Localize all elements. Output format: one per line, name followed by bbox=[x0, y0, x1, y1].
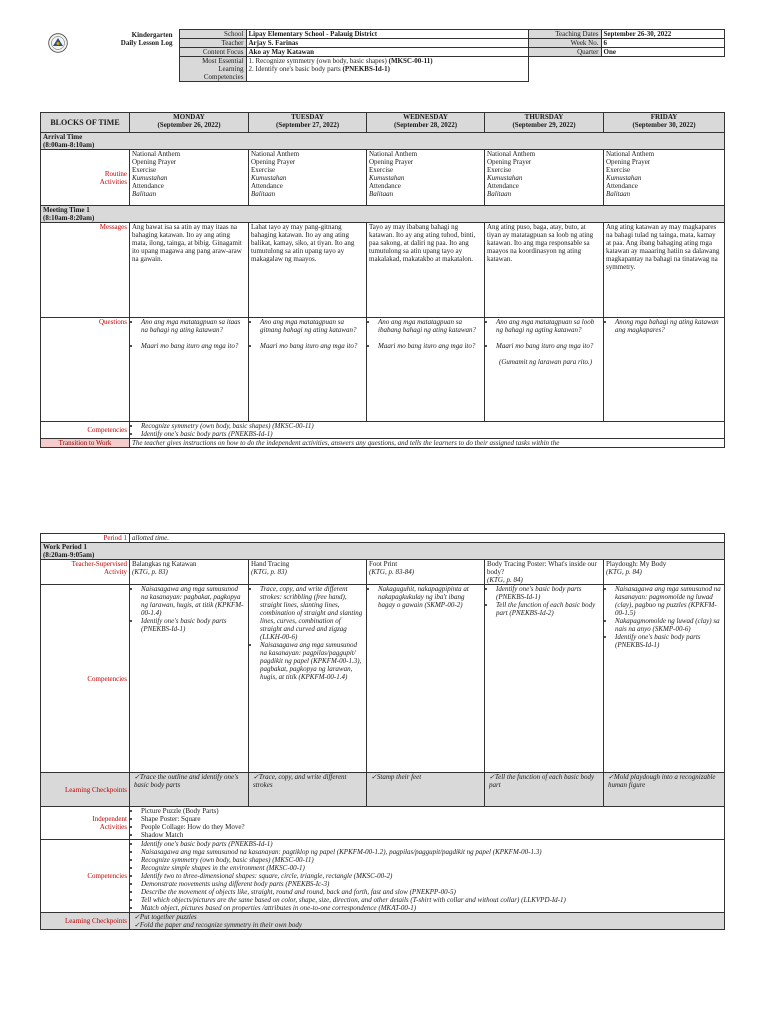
week-label: Week No. bbox=[528, 39, 601, 48]
teacher-value: Arjay S. Farinas bbox=[246, 39, 528, 48]
activity-tuesday: Hand Tracing (KTG, p. 83) bbox=[249, 560, 367, 585]
blocks-header: BLOCKS OF TIME bbox=[41, 113, 130, 133]
comp2-list: • Identify one's basic body parts (PNEKBS-Id-1) • Naisasagawa ang mga sumusunod na kasanayan: pagtiklop ng papel (KPKFM-00-1.2), pagpilas/paggupit/pagdikit ng papel (KPKFM-00-1.3) • Recognize symmetry (own body, basic shapes) (MKSC-00-11) • Recognize simple shapes in the environment (MKSC-00-1) • Identify two to three-dimensional shapes: square, circle, triangle, rectangle (MKSC-00-2) • Demonstrate movements using different body parts (PNEKBS-Ic-3) • Describe the movement of objects like, straight, round and round, back and forth, fast and slow (PNEKPP-00-5) • Tell which objects/pictures are the same based on color, shape, size, direction, and other details (T-shirt with collar and without collar) (LLKVPD-Id-1) • Match object, pictures based on properties /attributes in one-to-one correspondence (MKAT-00-1) bbox=[130, 840, 725, 913]
competencies-list: • Recognize symmetry (own body, basic shapes) (MKSC-00-11) • Identify one's basic body parts (PNEKBS-Id-1) bbox=[130, 422, 725, 439]
routine-cell-monday: National Anthem Opening Prayer Exercise Kumustahan Attendance Balitaan bbox=[130, 150, 249, 206]
comp-wednesday: • Nakaguguhit, nakapagpipinta at nakapagkukulay ng iba't ibang bagay o gawain (SKMP-00-2) bbox=[367, 585, 485, 773]
activity-monday: Balangkas ng Katawan (KTG, p. 83) bbox=[130, 560, 249, 585]
schedule-table bbox=[40, 112, 725, 448]
day-header-wednesday: WEDNESDAY (September 28, 2022) bbox=[367, 113, 485, 133]
quarter-value: One bbox=[601, 48, 724, 57]
work-period-row: Work Period 1 (8:20am-9:05am) bbox=[41, 543, 725, 560]
arrival-time-row: Arrival Time (8:00am-8:10am) bbox=[41, 133, 725, 150]
message-thursday: Ang ating puso, baga, atay, buto, at tiyan ay matatagpuan sa loob ng ating katawan. Ito ang mga responsable sa maayos na koordinasyon ng ating katawan. bbox=[485, 223, 604, 318]
day-header-monday: MONDAY (September 26, 2022) bbox=[130, 113, 249, 133]
comp-monday: • Naisasagawa ang mga sumusunod na kasanayan: pagbakat, pagkopya ng larawan, hugis, at titik (KPKFM-00-1.4) • Identify one's basic body parts (PNEKBS-Id-1) bbox=[130, 585, 249, 773]
comp-friday: • Naisasagawa ang mga sumusunod na kasanayan: pagmomolde ng luwad (clay), pagbuo ng puzzles (KPKFM-00-1.5) • Nakapagmomolde ng luwad (clay) sa nais na anyo (SKMP-00-6) • Identify one's basic body parts (PNEKBS-Id-1) bbox=[604, 585, 725, 773]
check-friday: ✓ Mold playdough into a recognizable human figure bbox=[604, 773, 725, 807]
doc-title-line2: Daily Lesson Log bbox=[120, 38, 173, 47]
message-monday: Ang bawat isa sa atin ay may itaas na bahaging katawan. Ito ay ang ating mata, ilong, tainga, at bibig. Ginagamit ito upang magawa ang pang araw-araw na gawain. bbox=[130, 223, 249, 318]
routine-cell-wednesday: National Anthem Opening Prayer Exercise Kumustahan Attendance Balitaan bbox=[367, 150, 485, 206]
questions-wednesday: • Ano ang mga matatagpuan sa ibabang bahagi ng ating katawan? • Maari mo bang ituro ang mga ito? bbox=[367, 318, 485, 422]
check-monday: ✓ Trace the outline and identify one's basic body parts bbox=[130, 773, 249, 807]
routine-label: Routine Activities bbox=[41, 150, 130, 206]
teacher-label: Teacher bbox=[179, 39, 246, 48]
independent-label: Independent Activities bbox=[41, 807, 130, 840]
routine-cell-friday: National Anthem Opening Prayer Exercise Kumustahan Attendance Balitaan bbox=[604, 150, 725, 206]
focus-label: Content Focus bbox=[179, 48, 246, 57]
questions-monday: • Ano ang mga matatagpuan sa itaas na bahagi ng ating katawan? • Maari mo bang ituro ang mga ito? bbox=[130, 318, 249, 422]
period-label: Period 1 bbox=[41, 534, 130, 543]
check-thursday: ✓ Tell the function of each basic body part bbox=[485, 773, 604, 807]
dates-label: Teaching Dates bbox=[528, 30, 601, 39]
questions-thursday: • Ano ang mga matatagpuan sa loob ng bahagi ng agting katawan? • Maari mo bang ituro ang mga ito? (Gumamit ng larawan para rito.) bbox=[485, 318, 604, 422]
activity-friday: Playdough: My Body (KTG, p. 84) bbox=[604, 560, 725, 585]
questions-label: Questions bbox=[41, 318, 130, 422]
quarter-label: Quarter bbox=[528, 48, 601, 57]
message-friday: Ang ating katawan ay may magkapares na bahagi tulad ng tainga, mata, kamay at paa. Ang ibang bahaging ating mga katawan ay maaaring hatiin sa dalawang magkapantay na bahagi na tinatawag na symmetry. bbox=[604, 223, 725, 318]
comp-tuesday: • Trace, copy, and write different strokes: scribbling (free hand), straight lines, slanting lines, combination of straight and slanting lines, curves, combination of straight and curved and zigzag (LLKH-00-6) • Naisasagawa ang mga sumusunod na kasanayan: pagpilas/paggupit/ pagdikit ng papel (KPKFM-00-1.3), pagbakat, pagkopya ng larawan, hugis, at titik (KPKFM-00-1.4) bbox=[249, 585, 367, 773]
dates-value: September 26-30, 2022 bbox=[601, 30, 724, 39]
comp2-label: Competencies bbox=[41, 840, 130, 913]
school-label: School bbox=[179, 30, 246, 39]
independent-list: • Picture Puzzle (Body Parts) • Shape Poster: Square • People Collage: How do they Move? • Shadow Match bbox=[130, 807, 725, 840]
messages-label: Messages bbox=[41, 223, 130, 318]
questions-tuesday: • Ano ang mga matatagpuan sa gitnang bahagi ng ating katawan? • Maari mo bang ituro ang mga ito? bbox=[249, 318, 367, 422]
focus-value: Ako ay May Katawan bbox=[246, 48, 528, 57]
routine-cell-tuesday: National Anthem Opening Prayer Exercise Kumustahan Attendance Balitaan bbox=[249, 150, 367, 206]
school-value: Lipay Elementary School - Palauig District bbox=[246, 30, 528, 39]
competencies-label: Competencies bbox=[41, 422, 130, 439]
day-header-thursday: THURSDAY (September 29, 2022) bbox=[485, 113, 604, 133]
check-wednesday: ✓ Stamp their feet bbox=[367, 773, 485, 807]
check2-label: Learning Checkpoints bbox=[41, 913, 130, 930]
work-period-table bbox=[40, 533, 725, 930]
check-label: Learning Checkpoints bbox=[41, 773, 130, 807]
comp-label: Competencies bbox=[41, 585, 130, 773]
check2-list: ✓ Put together puzzles ✓ Fold the paper and recognize symmetry in their own body bbox=[130, 913, 725, 930]
day-header-tuesday: TUESDAY (September 27, 2022) bbox=[249, 113, 367, 133]
tsa-label: Teacher-Supervised Activity bbox=[41, 560, 130, 585]
message-tuesday: Lahat tayo ay may pang-gitnang bahaging katawan. Ito ay ang ating balikat, kamay, siko, at tiyan. Ito ang tumutulong sa atin upang tayo ay makagalaw ng maayos. bbox=[249, 223, 367, 318]
comp-thursday: • Identify one's basic body parts (PNEKBS-Id-1) • Tell the function of each basic body part (PNEKBS-Id-2) bbox=[485, 585, 604, 773]
day-header-friday: FRIDAY (September 30, 2022) bbox=[604, 113, 725, 133]
doc-title-line1: Kindergarten bbox=[131, 30, 173, 39]
week-value: 6 bbox=[601, 39, 724, 48]
activity-thursday: Body Tracing Poster: What's inside our body? (KTG, p. 84) bbox=[485, 560, 604, 585]
questions-friday: • Anong mga bahagi ng ating katawan ang magkapares? bbox=[604, 318, 725, 422]
period-text: allotted time. bbox=[130, 534, 725, 543]
routine-cell-thursday: National Anthem Opening Prayer Exercise Kumustahan Attendance Balitaan bbox=[485, 150, 604, 206]
transition-text: The teacher gives instructions on how to do the independent activities, answers any questions, and tells the learners to do their assigned tasks within the bbox=[130, 439, 725, 448]
activity-wednesday: Foot Print (KTG, p. 83-84) bbox=[367, 560, 485, 585]
check-tuesday: ✓ Trace, copy, and write different strokes bbox=[249, 773, 367, 807]
message-wednesday: Tayo ay may ibabang bahagi ng katawan. Ito ay ang ating tuhod, binti, paa sakong, at daliri ng paa. Ito ang tumutulong sa atin upang tayo ay makalakad, makatakbo at makatalon. bbox=[367, 223, 485, 318]
transition-label: Transition to Work bbox=[41, 439, 130, 448]
meeting-time-row: Meeting Time 1 (8:10am-8:20am) bbox=[41, 206, 725, 223]
header-table bbox=[44, 29, 725, 82]
mel-label: Most Essential Learning Competencies bbox=[179, 57, 246, 82]
mel-list: 1. Recognize symmetry (own body, basic shapes) (MKSC-00-11) 2. Identify one's basic body parts (PNEKBS-Id-1) bbox=[246, 57, 528, 82]
